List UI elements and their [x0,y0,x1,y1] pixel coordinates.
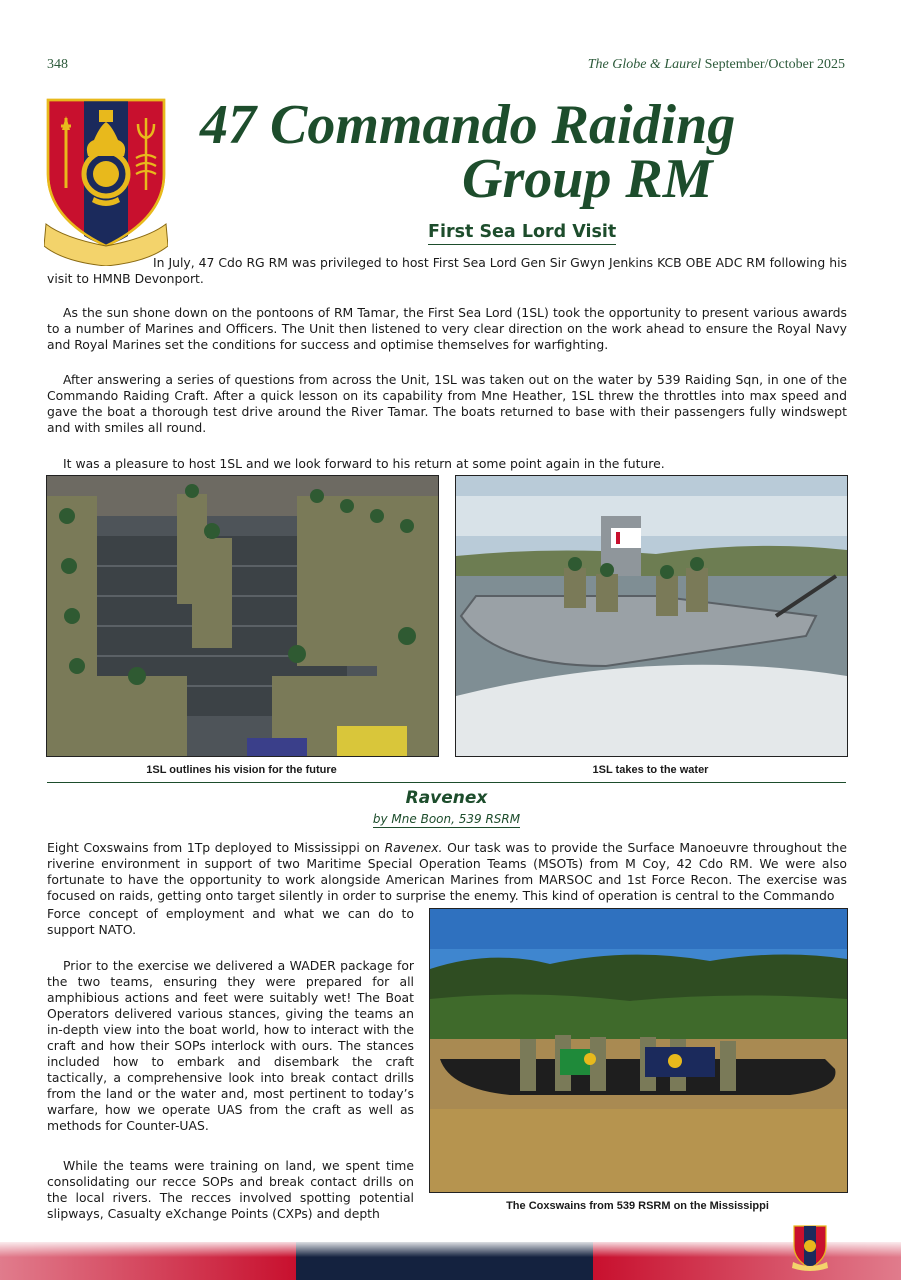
paragraph-text: Our task was to provide the Surface Manoeuvre throughout the riverine environment in support of two Maritime Special Operation Teams (MSOTs) from M Coy, 42 Cdo RM. We were also fortunate to have the opportunity to work alongside American Marines from MARSOC and 1st Force Recon. The exercise was focused on raids, getting onto target silently in order to surprise the enemy. This kind of operation is central to the Commando [47,840,847,903]
footer-band [0,1242,901,1280]
paragraph: As the sun shone down on the pontoons of RM Tamar, the First Sea Lord (1SL) took the opportunity to present various awards to a number of Marines and Officers. The Unit then listened to very clear direction on the work ahead to ensure the Royal Navy and Royal Marines set the conditions for success and optimise themselves for warfighting. [47,305,847,352]
paragraph-continued: Force concept of employment and what we can do to support NATO. [47,906,414,937]
issue-date: September/October 2025 [704,57,845,72]
byline [47,812,846,826]
byline-text: by Mne Boon, 539 RSRM [372,812,521,826]
photo-caption: 1SL takes to the water [592,764,709,776]
paragraph [47,840,847,904]
article-title-line-2: Group RM [462,148,713,210]
publication-title: The Globe & Laurel [587,57,702,72]
page-number: 348 [47,57,68,72]
photo-raiding-craft [455,475,848,757]
unit-crest [44,96,168,266]
paragraph: After answering a series of questions from across the Unit, 1SL was taken out on the water by 539 Raiding Sqn, in one of the Commando Raiding Craft. After a quick lesson on its capability from Mne Heather, 1SL threw the throttles into max speed and gave the boat a thorough test drive around the River Tamar. The boats returned to base with their passengers fully windswept and with smiles all round. [47,372,847,435]
photo-caption: 1SL outlines his vision for the future [146,764,337,776]
paragraph: It was a pleasure to host 1SL and we look forward to his return at some point again in the future. [63,456,665,471]
paragraph: While the teams were training on land, we spent time consolidating our recce SOPs and break contact drills on the local rivers. The recces involved spotting potential slipways, Casualty eXchange Points (CXPs) and depth [47,1158,414,1221]
exercise-name: Ravenex. [384,840,443,855]
section-heading-ravenex: Ravenex [405,788,488,808]
article-title-line-1: 47 Commando Raiding [200,94,736,156]
small-unit-crest [792,1224,828,1272]
section-divider [47,782,846,783]
paragraph: In July, 47 Cdo RG RM was privileged to host First Sea Lord Gen Sir Gwyn Jenkins KCB OBE ADC RM following his visit to HMNB Devonport. [47,255,847,286]
photo-coxswains-mississippi [429,908,848,1193]
paragraph-text: Eight Coxswains from 1Tp deployed to Mississippi on [47,840,385,855]
photo-1sl-briefing [46,475,439,757]
publication-header [588,57,845,73]
photo-caption: The Coxswains from 539 RSRM on the Mississippi [506,1200,769,1212]
paragraph: Prior to the exercise we delivered a WADER package for the two teams, ensuring they were prepared for all amphibious actions and feet were suitably wet! The Boat Operators delivered various stances, giving the teams an in-depth view into the boat world, how to interact with the craft and how their SOPs interlock with ours. The stances included how to embark and disembark the craft tactically, a comprehensive look into break contact drills from the land or the water and, most pertinent to today’s warfare, how we operate UAS from the craft as well as methods for Counter-UAS. [47,958,414,1133]
section-heading-first-sea-lord: First Sea Lord Visit [428,222,616,245]
